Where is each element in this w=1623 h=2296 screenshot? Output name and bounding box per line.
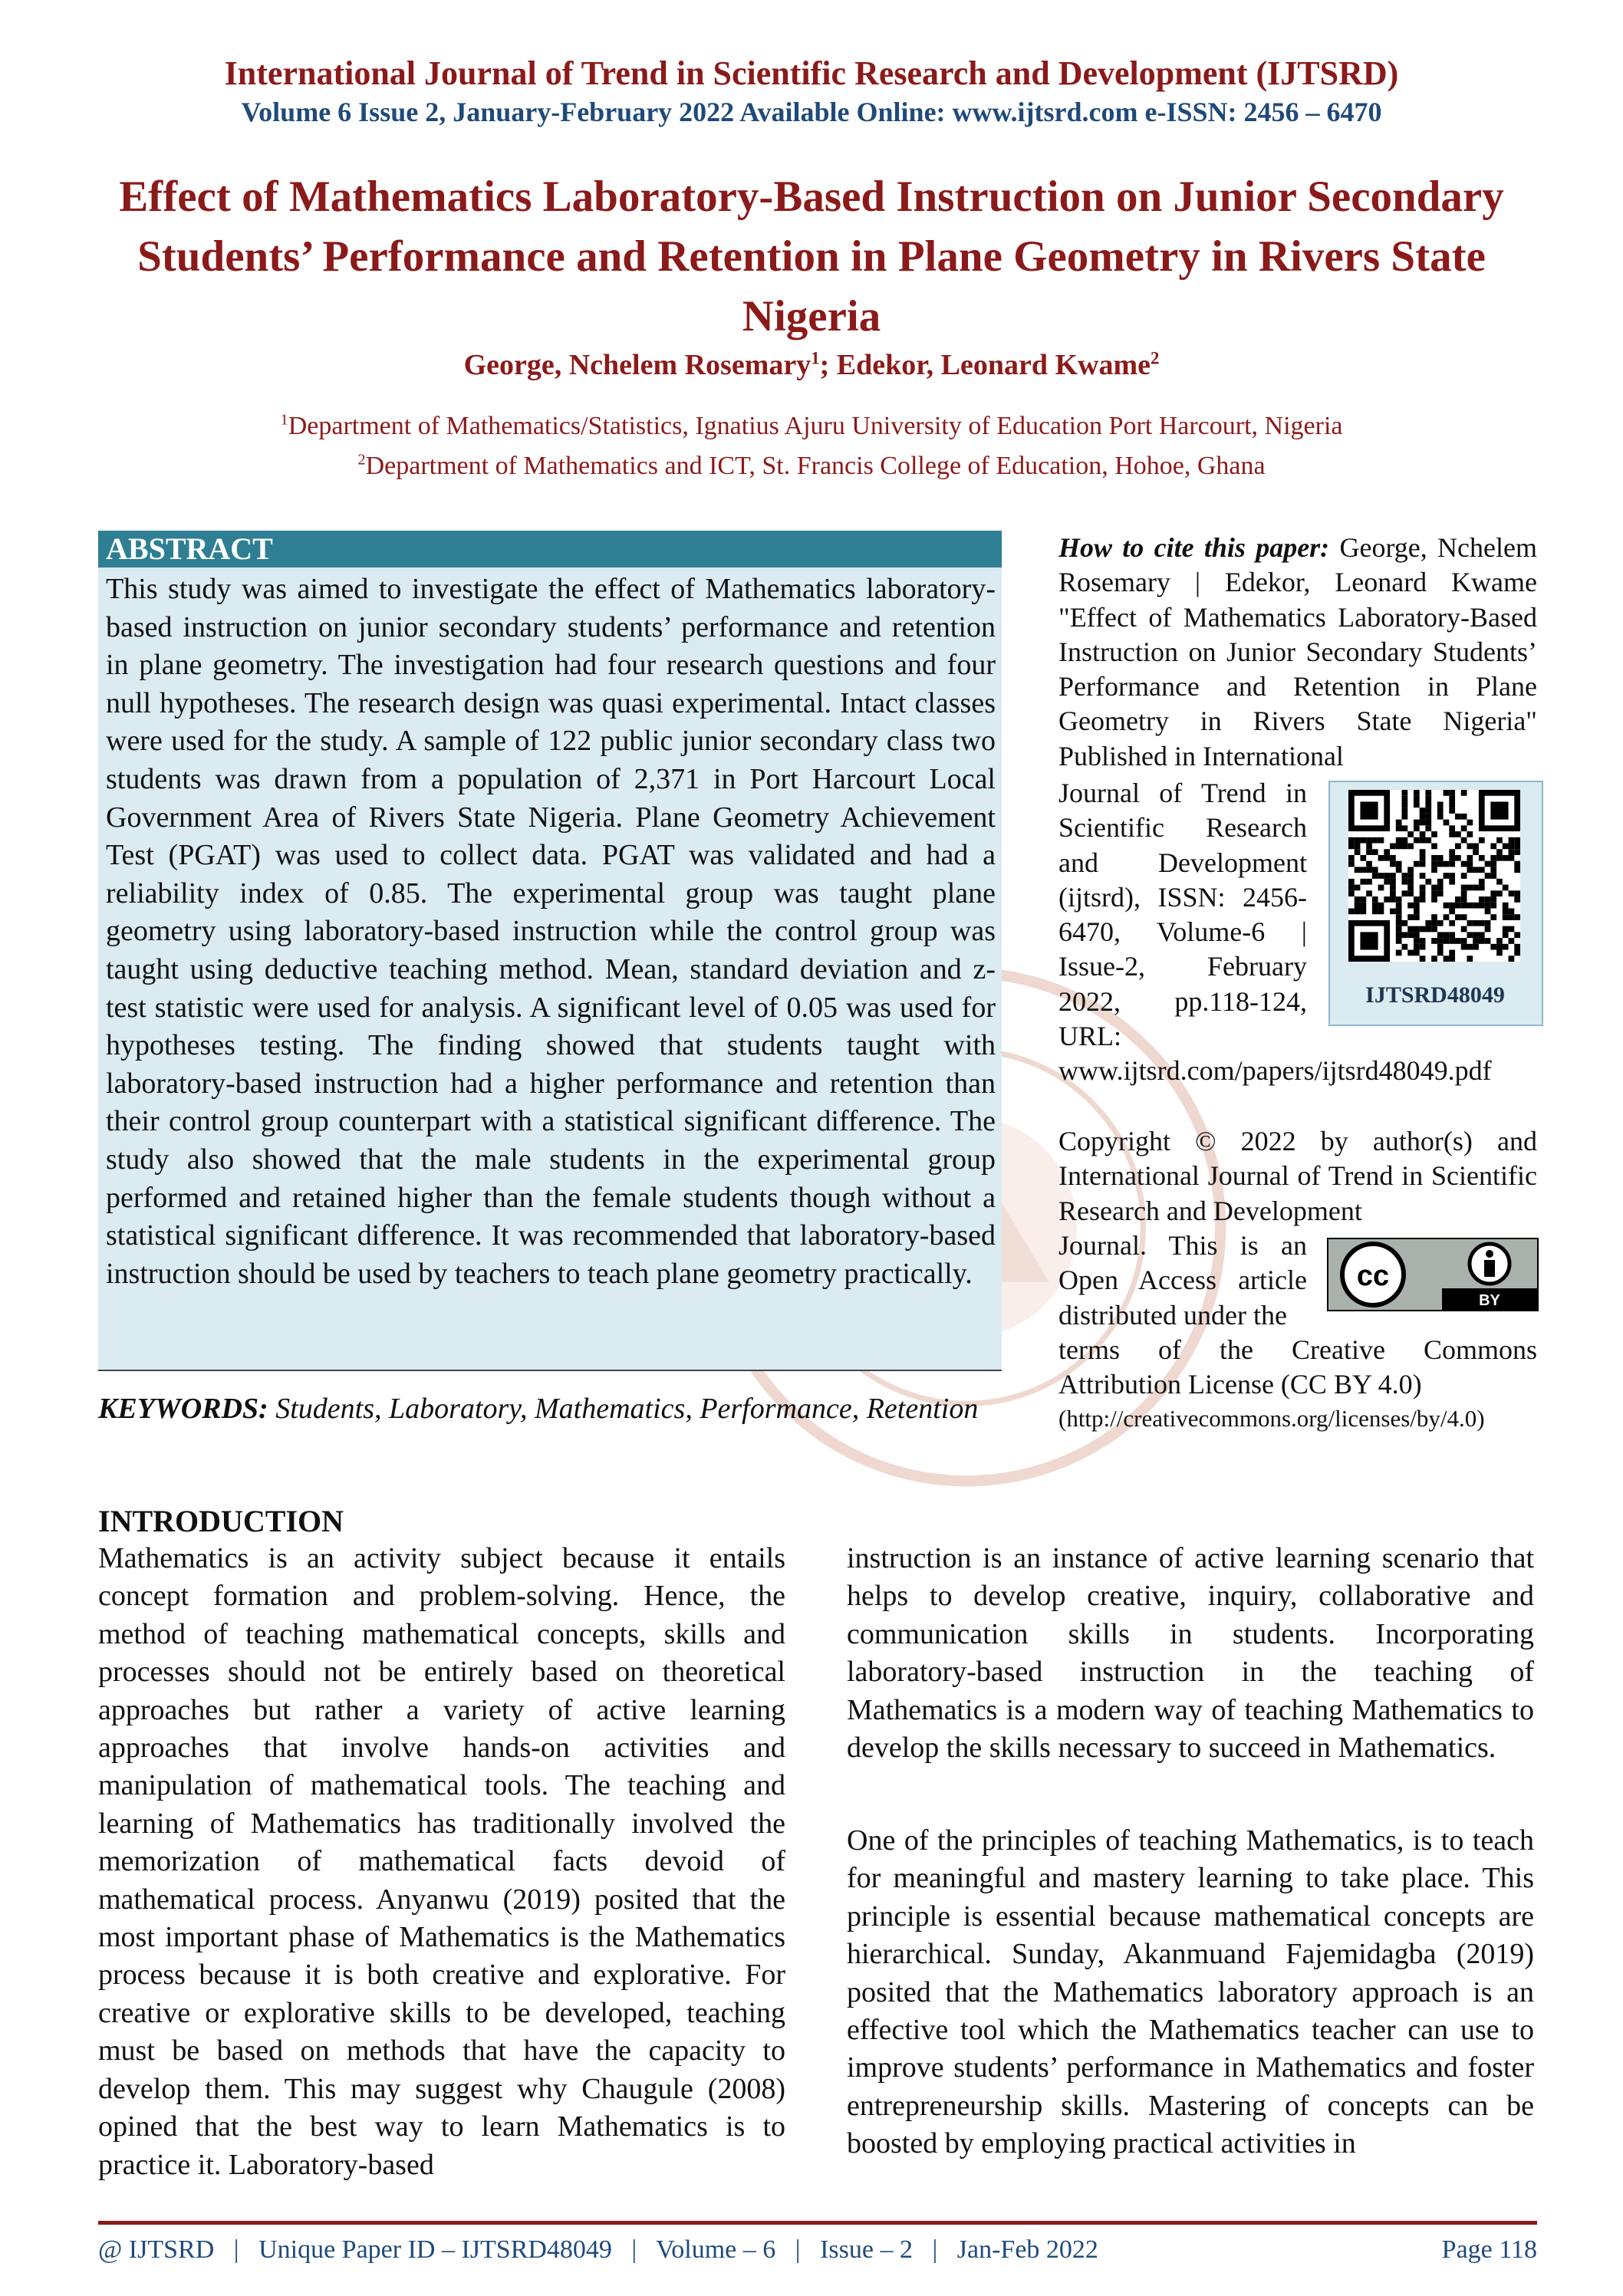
citation-block — [1058, 531, 1537, 774]
affiliation-1-marker: 1 — [280, 411, 288, 429]
paper-id-badge: IJTSRD48049 — [1365, 982, 1505, 1008]
affiliation-2-marker: 2 — [357, 451, 366, 469]
abstract-divider — [98, 1370, 1002, 1371]
cc-badge-label: BY — [1479, 1292, 1500, 1309]
keywords-label: KEYWORDS: — [98, 1393, 268, 1425]
svg-text:cc: cc — [1356, 1260, 1390, 1292]
copyright-text-1: Copyright © 2022 by author(s) and International Journal of Trend in Scientific Research and Development — [1058, 1126, 1537, 1226]
citation-text-1: George, Nchelem Rosemary | Edekor, Leonard Kwame "Effect of Mathematics Laboratory-Based Instruction on Junior Secondary Students’ Performance and Retention in Plane Geometry in Rivers State Nigeria" Published in International — [1058, 532, 1537, 771]
citation-url[interactable]: www.ijtsrd.com/papers/ijtsrd48049.pdf — [1058, 1055, 1492, 1086]
keywords — [98, 1390, 1002, 1428]
author-1-marker: 1 — [811, 348, 820, 368]
affiliation-1-text: Department of Mathematics/Statistics, Ignatius Ajuru University of Education Port Harcourt, Nigeria — [288, 412, 1343, 440]
paper-title: Effect of Mathematics Laboratory-Based Instruction on Junior Secondary Students’ Performance and Retention in Plane Geometry in Rivers State Nigeria — [119, 173, 1504, 340]
introduction-heading: INTRODUCTION — [98, 1504, 344, 1538]
citation-text-2: Journal of Trend in Scientific Research and Development (ijtsrd), ISSN: 2456-6470, Volume-6 | Issue-2, February 2022, pp.118-124, URL: — [1058, 778, 1307, 1052]
qr-code-icon — [1348, 790, 1520, 962]
keywords-text: Students, Laboratory, Mathematics, Performance, Retention — [275, 1393, 979, 1425]
author-1: George, Nchelem Rosemary — [463, 349, 812, 381]
copyright-text-2: Journal. This is an Open Access article distributed under the — [1058, 1230, 1307, 1331]
author-2: Edekor, Leonard Kwame — [836, 349, 1151, 381]
footer-info: @ IJTSRD | Unique Paper ID – IJTSRD48049 | Volume – 6 | Issue – 2 | Jan-Feb 2022 — [98, 2235, 1098, 2264]
citation-label: How to cite this paper: — [1058, 532, 1330, 563]
journal-name: International Journal of Trend in Scientific Research and Development (IJTSRD) — [224, 54, 1399, 92]
cc-by-license-icon[interactable] — [1327, 1238, 1539, 1311]
affiliation-2-text: Department of Mathematics and ICT, St. Francis College of Education, Hohoe, Ghana — [365, 452, 1266, 480]
affiliation-1 — [0, 410, 1623, 443]
license-link[interactable]: (http://creativecommons.org/licenses/by/4.0) — [1058, 1405, 1485, 1432]
footer-rule — [98, 2221, 1537, 2225]
abstract-text: This study was aimed to investigate the effect of Mathematics laboratory-based instruction on junior secondary students’ performance and retention in plane geometry. The investigation had four research questions and four null hypotheses. The research design was quasi experimental. Intact classes were used for the study. A sample of 122 public junior secondary class two students was drawn from a population of 2,371 in Port Harcourt Local Government Area of Rivers State Nigeria. Plane Geometry Achievement Test (PGAT) was used to collect data. PGAT was validated and had a reliability index of 0.85. The experimental group was taught plane geometry using laboratory-based instruction while the control group was taught using deductive teaching method. Mean, standard deviation and z-test statistic were used for analysis. A significant level of 0.05 was used for hypotheses testing. The finding showed that students taught with laboratory-based instruction had a higher performance and retention than their control group counterpart with a statistical significant difference. The study also showed that the male students in the experimental group performed and retained higher than the female students though without a statistical significant difference. It was recommended that laboratory-based instruction should be used by teachers to teach plane geometry practically. — [106, 573, 996, 1290]
author-2-marker: 2 — [1151, 348, 1160, 368]
introduction-left-column: Mathematics is an activity subject because it entails concept formation and problem-solving. Hence, the method of teaching mathematical concepts, skills and processes should not be entirely based on theoretical approaches but rather a variety of active learning approaches that involve hands-on activities and manipulation of mathematical tools. The teaching and learning of Mathematics has traditionally involved the memorization of mathematical facts devoid of mathematical process. Anyanwu (2019) posited that the most important phase of Mathematics is the Mathematics process because it is both creative and explorative. For creative or explorative skills to be developed, teaching must be based on methods that have the capacity to develop them. This may suggest why Chaugule (2008) opined that the best way to learn Mathematics is to practice it. Laboratory-based — [98, 1542, 785, 2181]
abstract-heading: ABSTRACT — [106, 531, 273, 566]
author-separator: ; — [819, 349, 837, 381]
affiliation-2 — [0, 449, 1623, 483]
author-line — [0, 347, 1623, 383]
introduction-right-paragraph-2: One of the principles of teaching Mathematics, is to teach for meaningful and mastery learning to take place. This principle is essential because mathematical concepts are hierarchical. Sunday, Akanmuand Fajemidagba (2019) posited that the Mathematics laboratory approach is an effective tool which the Mathematics teacher can use to improve students’ performance in Mathematics and foster entrepreneurship skills. Mastering of concepts can be boosted by employing practical activities in — [847, 1824, 1534, 2160]
copyright-text-3: terms of the Creative Commons Attribution License (CC BY 4.0) — [1058, 1334, 1537, 1400]
introduction-right-paragraph-1: instruction is an instance of active learning scenario that helps to develop creative, inquiry, collaborative and communication skills in students. Incorporating laboratory-based instruction in the teaching of Mathematics is a modern way of teaching Mathematics to develop the skills necessary to succeed in Mathematics. — [847, 1542, 1534, 1765]
page-number: Page 118 — [1441, 2235, 1537, 2264]
journal-volume-line: Volume 6 Issue 2, January-February 2022 Available Online: www.ijtsrd.com e-ISSN: 2456 – 6470 — [241, 97, 1382, 127]
